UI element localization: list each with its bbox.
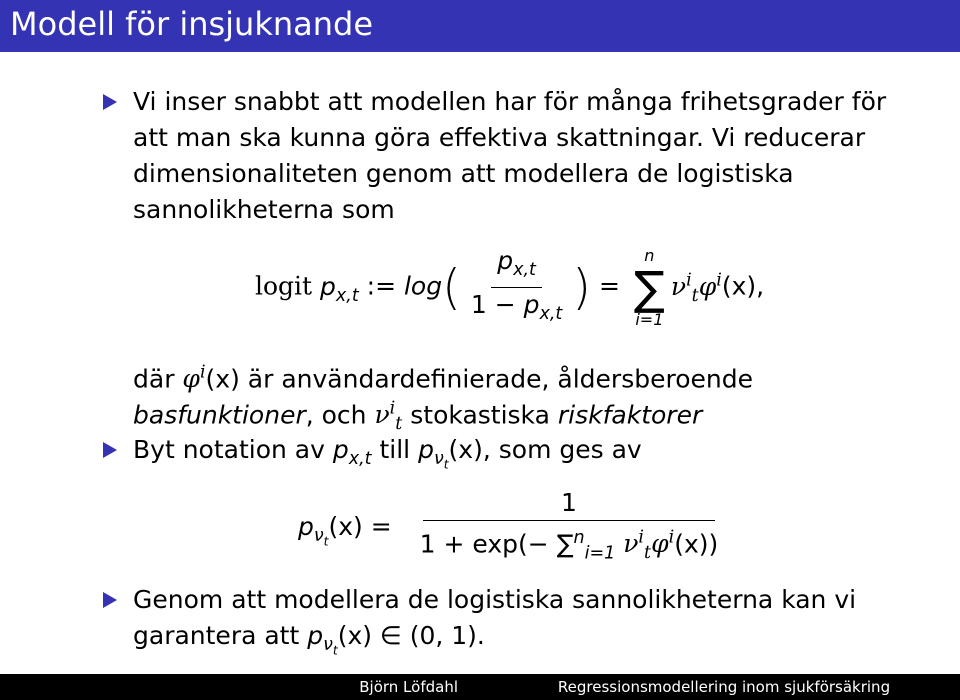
bullet-marker-2 — [103, 442, 117, 458]
bullet2-line1: Byt notation av $p_{x,t}$ till $p_{\nu_t}(x)$, som ges av — [133, 435, 642, 472]
footer-bar — [0, 674, 960, 700]
logit-label: logit — [255, 271, 313, 301]
bullet3-line2: garantera att $p_{\nu_t}(x)$ ∈ (0, 1). — [133, 621, 485, 658]
bullet1-line2: att man ska kunna göra effektiva skattningar. Vi reducerar — [133, 123, 866, 152]
title-bar — [0, 0, 960, 52]
assign-symbol: := — [366, 271, 397, 301]
bullet-marker-1 — [103, 94, 117, 110]
bullet-marker-3 — [103, 592, 117, 608]
logit-equation: logit $p_{x,t}$ := log( $\frac{p_{x,t}}{1 - p_{x,t}}$ ) = n ∑ i=1 $\nu^i_t\varphi^i(x)$, — [255, 244, 764, 331]
bullet3-line1: Genom att modellera de logistiska sannolikheterna kan vi — [133, 585, 857, 614]
summation: n ∑ i=1 — [633, 245, 665, 329]
bullet1-after-line2: basfunktioner, och $\nu^i_t$ stokastiska riskfaktorer — [133, 399, 703, 435]
probability-equation: $p_{\nu_t}(x)$ = $\frac{1}{1 + \exp(- \sum^n_{i=1} \nu^i_t\varphi^i(x))}$ — [298, 486, 728, 570]
odds-fraction: $\frac{p_{x,t}}{1 - p_{x,t}}$ — [470, 246, 563, 324]
slide-title: Modell för insjuknande — [10, 5, 374, 43]
bullet1-line1: Vi inser snabbt att modellen har för många frihetsgrader för — [133, 87, 887, 116]
log-label: log — [403, 271, 443, 301]
footer-author: Björn Löfdahl — [0, 674, 488, 700]
bullet1-line4: sannolikheterna som — [133, 195, 395, 224]
footer-talk-title: Regressionsmodellering inom sjukförsäkring — [488, 674, 960, 700]
equals-symbol: = — [598, 271, 620, 301]
bullet1-after-line1: där $\varphi^i(x)$ är användardefinierade, åldersberoende — [133, 363, 753, 394]
bullet1-line3: dimensionaliteten genom att modellera de logistiska — [133, 159, 794, 188]
logistic-fraction: $\frac{1}{1 + \exp(- \sum^n_{i=1} \nu^i_t\varphi^i(x))}$ — [419, 488, 719, 564]
